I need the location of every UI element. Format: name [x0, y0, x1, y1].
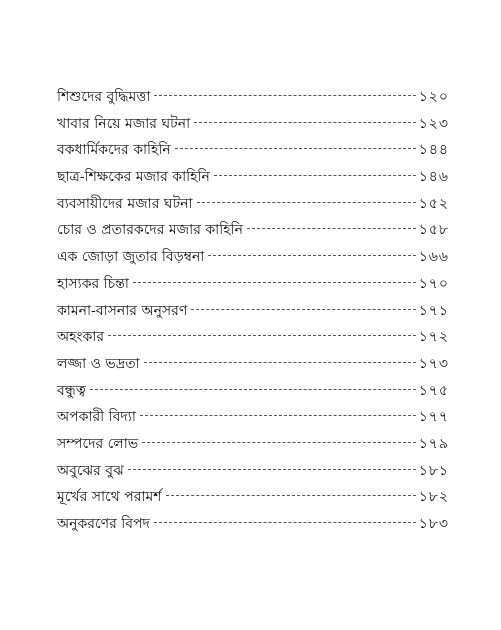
toc-entry-page: ১৭৯: [418, 435, 449, 452]
toc-entry-title: চোর ও প্রতারকদের মজার কাহিনি: [57, 222, 243, 239]
toc-entry: [57, 271, 449, 298]
toc-entry-page: ১৭২: [418, 329, 449, 346]
toc-entry-title: এক জোড়া জুতার বিড়ম্বনা: [57, 249, 205, 266]
dotted-leader: [142, 442, 416, 443]
toc-entry-page: ১২০: [418, 89, 449, 105]
toc-entry-page: ১৮১: [418, 462, 449, 479]
toc-entry-title: হাস্যকর চিন্তা: [57, 275, 129, 292]
toc-entry: [57, 244, 449, 271]
dotted-leader: [154, 95, 415, 96]
dotted-leader: [197, 202, 416, 203]
dotted-leader: [208, 255, 415, 256]
toc-entry-page: ১৭৭: [418, 409, 449, 426]
toc-entry-title: কামনা-বাসনার অনুসরণ: [57, 302, 188, 319]
toc-entry-title: লজ্জা ও ভদ্রতা: [57, 355, 140, 372]
toc-entry-title: ছাত্র-শিক্ষকের মজার কাহিনি: [57, 169, 210, 186]
toc-entry-page: ১৮২: [418, 489, 449, 506]
dotted-leader: [108, 335, 416, 336]
dotted-leader: [128, 469, 416, 470]
toc-entry: [57, 404, 449, 431]
toc-entry-page: ১৪৬: [418, 169, 449, 186]
toc-entry-title: খাবার নিয়ে মজার ঘটনা: [57, 115, 191, 132]
toc-entry: [57, 458, 449, 485]
toc-entry: [57, 511, 449, 538]
toc-entry: [57, 378, 449, 405]
toc-entry-page: ১৬৬: [418, 249, 449, 266]
dotted-leader: [214, 175, 416, 176]
toc-entry-page: ১৫৮: [418, 222, 449, 239]
toc-entry-title: শিশুদের বুদ্ধিমত্তা: [57, 89, 151, 105]
toc-entry-title: অহংকার: [57, 329, 105, 346]
dotted-leader: [140, 415, 416, 416]
toc-entry-title: সম্পদের লোভ: [57, 435, 139, 452]
toc-entry-page: ১২৩: [418, 115, 449, 132]
toc-entry: [57, 431, 449, 458]
toc-entry-title: বকধার্মিকদের কাহিনি: [57, 142, 171, 159]
dotted-leader: [175, 148, 416, 149]
dotted-leader: [90, 389, 416, 390]
toc-entry: [57, 298, 449, 325]
toc-entry-title: অনুকরণের বিপদ: [57, 516, 150, 532]
dotted-leader: [166, 495, 416, 496]
toc-entry: [57, 217, 449, 244]
toc-entry-page: ১৭০: [418, 275, 449, 292]
toc-entry-title: ব্যবসায়ীদের মজার ঘটনা: [57, 195, 193, 212]
toc-entry: [57, 111, 449, 138]
dotted-leader: [191, 309, 415, 310]
toc-entry-title: বন্ধুত্ব: [57, 382, 86, 399]
dotted-leader: [247, 228, 416, 229]
toc-entry: [57, 164, 449, 191]
toc-entry: [57, 191, 449, 218]
dotted-leader: [133, 282, 416, 283]
toc-entry-title: মূর্খের সাথে পরামর্শ: [57, 489, 162, 506]
dotted-leader: [144, 362, 416, 363]
toc-entry-page: ১৫২: [418, 195, 449, 212]
toc-entry-title: অপকারী বিদ্যা: [57, 409, 136, 426]
toc-entry: [57, 84, 449, 111]
toc-entry-page: ১৭৩: [418, 355, 449, 372]
toc-entry: [57, 351, 449, 378]
toc-entry: [57, 137, 449, 164]
toc-entry-page: ১৭৫: [418, 382, 449, 399]
toc-entry-title: অবুঝের বুঝ: [57, 462, 124, 479]
toc-entry-page: ১৪৪: [418, 142, 449, 159]
dotted-leader: [154, 522, 416, 523]
toc-entry: [57, 484, 449, 511]
toc-entry: [57, 324, 449, 351]
toc-entry-page: ১৭১: [418, 302, 449, 319]
dotted-leader: [194, 122, 416, 123]
toc-entry-page: ১৮৩: [418, 516, 449, 532]
table-of-contents: [57, 84, 449, 538]
